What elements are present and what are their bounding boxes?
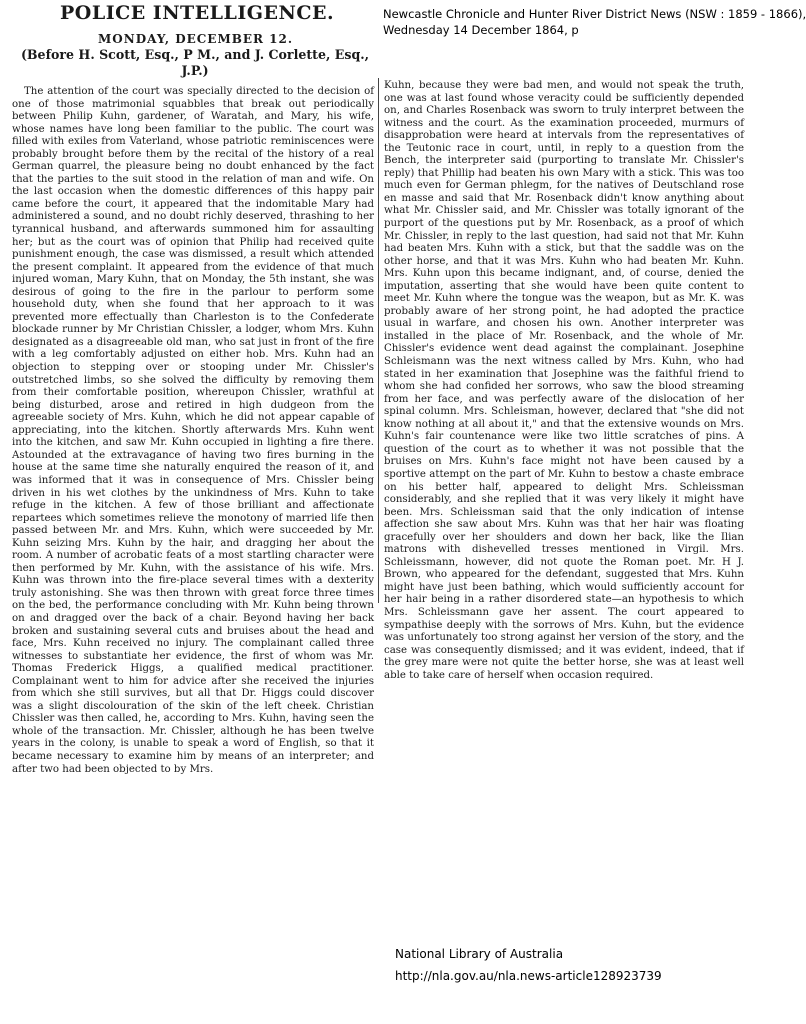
source-line-2: Wednesday 14 December 1864, p	[383, 23, 579, 37]
article-date: MONDAY, DECEMBER 12.	[98, 32, 294, 46]
article-title: POLICE INTELLIGENCE.	[60, 2, 335, 24]
article-column-2	[384, 80, 744, 682]
column-divider	[378, 78, 379, 603]
source-citation	[383, 6, 806, 38]
source-line-1: Newcastle Chronicle and Hunter River District News (NSW : 1859 - 1866),	[383, 7, 806, 21]
column-2-text: Kuhn, because they were bad men, and would not speak the truth, one was at last found whose veracity could be sufficiently depended on, and Charles Rosenback was sworn to truly interpret between the witness and the court. As the examination proceeded, murmurs of disapprobation were heard at intervals from the representatives of the Teutonic race in court, until, in reply to a question from the Bench, the interpreter said (purporting to translate Mr. Chissler's reply) that Phillip had beaten his own Mary with a stick. This was too much even for German phlegm, for the natives of Deutschland rose en masse and said that Mr. Rosenback didn't know anything about what Mr. Chissler said, and Mr. Chissler was totally ignorant of the purport of the questions put by Mr. Rosenback, as a proof of which Mr. Chissler, in reply to the last question, had said not that Mr. Kuhn had beaten Mrs. Kuhn with a stick, but that the saddle was on the other horse, and that it was Mrs. Kuhn who had beaten Mr. Kuhn. Mrs. Kuhn upon this became indignant, and, of course, denied the imputation, asserting that she would have been quite content to meet Mr. Kuhn where the tongue was the weapon, but as Mr. K. was probably aware of her strong point, he had adopted the practice usual in warfare, and chosen his own. Another interpreter was installed in the place of Mr. Rosenback, and the whole of Mr. Chissler's evidence went dead against the complainant. Josephine Schleismann was the next witness called by Mrs. Kuhn, who had stated in her examination that Josephine was the faithful friend to whom she had confided her sorrows, who saw the blood streaming from her face, and was perfectly aware of the dislocation of her spinal column. Mrs. Schleisman, however, declared that "she did not know nothing at all about it," and that the extensive wounds on Mrs. Kuhn's fair countenance were like two little scratches of pins. A question of the court as to whether it was not possible that the bruises on Mrs. Kuhn's face might not have been caused by a sportive attempt on the part of Mr. Kuhn to bestow a chaste embrace on his better half, appeared to delight Mrs. Schleissman considerably, and she replied that it was very likely it might have been. Mrs. Schleissman said that the only indication of intense affection she saw about Mrs. Kuhn was that her hair was floating gracefully over her shoulders and down her back, like the Ilian matrons with dishevelled tresses mentioned in Virgil. Mrs. Schleissmann, however, did not quote the Roman poet. Mr. H J. Brown, who appeared for the defendant, suggested that Mrs. Kuhn might have just been bathing, which would sufficiently account for her hair being in a rather disordered state—an hypothesis to which Mrs. Schleissmann gave her assent. The court appeared to sympathise deeply with the sorrows of Mrs. Kuhn, but the evidence was unfortunately too strong against her version of the story, and the case was consequently dismissed; and it was evident, indeed, that if the grey mare were not quite the better horse, she was at least well able to take care of herself when occasion required.	[384, 80, 744, 681]
article-url[interactable]: http://nla.gov.au/nla.news-article128923739	[395, 969, 662, 983]
library-credit	[395, 943, 662, 987]
library-name: National Library of Australia	[395, 947, 564, 961]
column-1-text: The attention of the court was specially directed to the decision of one of those matrimonial squabbles that break out periodically between Philip Kuhn, gardener, of Waratah, and Mary, his wife, whose names have long been familiar to the public. The court was filled with exiles from Vaterland, whose patriotic reminiscences were probably brought before them by the recital of the history of a real German quarrel, the pleasure being no doubt enhanced by the fact that the parties to the suit stood in the relation of man and wife. On the last occasion when the domestic differences of this happy pair came before the court, it appeared that the indomitable Mary had administered a sound, and no doubt richly deserved, thrashing to her tyrannical husband, and afterwards summoned him for assaulting her; but as the court was of opinion that Philip had received quite punishment enough, the case was dismissed, a result which attended the present complaint. It appeared from the evidence of that much injured woman, Mary Kuhn, that on Monday, the 5th instant, she was desirous of going to the fire in the parlour to perform some household duty, when she found that her approach to it was prevented more effectually than Charleston is to the Confederate blockade runner by Mr Christian Chissler, a lodger, whom Mrs. Kuhn designated as a disagreeable old man, who sat just in front of the fire with a leg comfortably adjusted on either hob. Mrs. Kuhn had an objection to stepping over or stooping under Mr. Chissler's outstretched limbs, so she solved the difficulty by removing them from their comfortable position, whereupon Chissler, wrathful at being disturbed, arose and retired in high dudgeon from the agreeable society of Mrs. Kuhn, which he did not appear capable of appreciating, into the kitchen. Shortly afterwards Mrs. Kuhn went into the kitchen, and saw Mr. Kuhn occupied in lighting a fire there. Astounded at the extravagance of having two fires burning in the house at the same time she naturally enquired the reason of it, and was informed that it was in consequence of Mrs. Chissler being driven in his wet clothes by the unkindness of Mrs. Kuhn to take refuge in the kitchen. A few of those brilliant and affectionate repartees which sometimes relieve the monotony of married life then passed between Mr. and Mrs. Kuhn, which were succeeded by Mr. Kuhn seizing Mrs. Kuhn by the hair, and dragging her about the room. A number of acrobatic feats of a most startling character were then performed by Mr. Kuhn, with the assistance of his wife. Mrs. Kuhn was thrown into the fire-place several times with a dexterity truly astonishing. She was then thrown with great force three times on the bed, the performance concluding with Mr. Kuhn being thrown on and dragged over the back of a chair. Beyond having her back broken and sustaining several cuts and bruises about the head and face, Mrs. Kuhn received no injury. The complainant called three witnesses to substantiate her evidence, the first of whom was Mr. Thomas Frederick Higgs, a qualified medical practitioner. Complainant went to him for advice after she received the injuries from which she still survives, but all that Dr. Higgs could discover was a slight discolouration of the skin of the left cheek. Christian Chissler was then called, he, according to Mrs. Kuhn, having seen the whole of the transaction. Mr. Chissler, although he has been twelve years in the colony, is unable to speak a word of English, so that it became necessary to examine him by means of an interpreter; and after two had been objected to by Mrs.	[12, 86, 374, 775]
article-column-1	[12, 86, 374, 776]
article-bench: (Before H. Scott, Esq., P M., and J. Corlette, Esq., J.P.)	[20, 47, 370, 78]
